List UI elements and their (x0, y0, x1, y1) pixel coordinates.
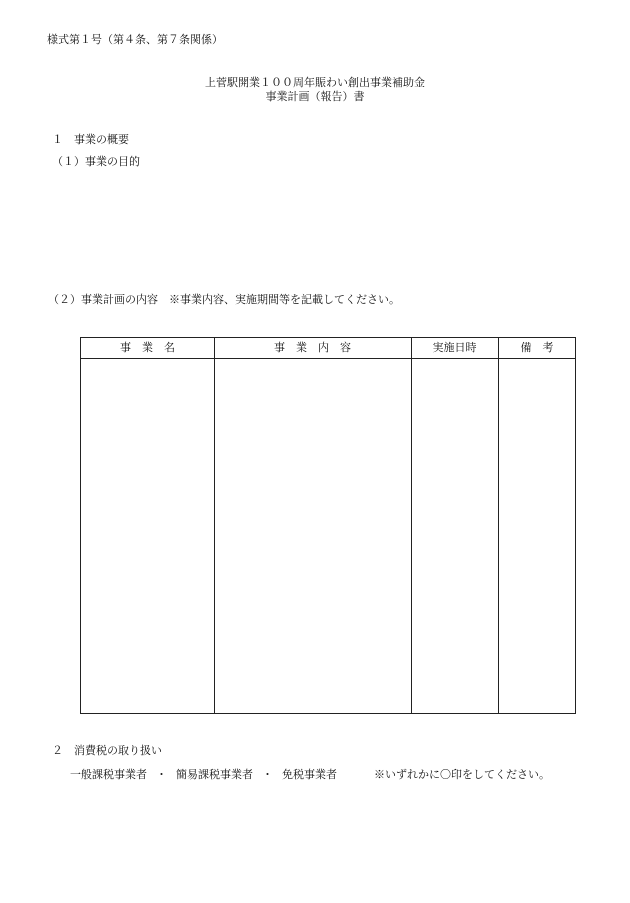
section1-purpose-heading: （１）事業の目的 (52, 155, 140, 168)
cell-business-name[interactable] (81, 359, 214, 713)
section3-heading: ２ 消費税の取り扱い (52, 744, 162, 757)
separator: ・ (156, 768, 167, 781)
cell-remarks[interactable] (499, 359, 575, 713)
separator: ・ (262, 768, 273, 781)
tax-option-exempt[interactable]: 免税事業者 (282, 768, 337, 781)
tax-option-simplified[interactable]: 簡易課税事業者 (176, 768, 253, 781)
tax-note: ※いずれかに〇印をしてください。 (374, 768, 550, 781)
form-number: 様式第１号（第４条、第７条関係） (47, 33, 223, 46)
section1-heading: １ 事業の概要 (52, 133, 129, 146)
cell-date[interactable] (412, 359, 498, 713)
column-header-business-content: 事 業 内 容 (274, 341, 351, 354)
section2-heading: （２）事業計画の内容 ※事業内容、実施期間等を記載してください。 (48, 293, 400, 306)
document-title (0, 76, 630, 104)
column-header-business-name: 事 業 名 (120, 341, 175, 354)
title-line-2: 事業計画（報告）書 (265, 90, 365, 103)
title-line-1: 上菅駅開業１００周年賑わい創出事業補助金 (205, 76, 425, 89)
cell-business-content[interactable] (215, 359, 411, 713)
column-header-date: 実施日時 (432, 341, 477, 354)
tax-option-general[interactable]: 一般課税事業者 (70, 768, 147, 781)
tax-options (70, 768, 337, 781)
column-header-remarks: 備 考 (520, 341, 554, 354)
business-plan-table (80, 337, 576, 714)
